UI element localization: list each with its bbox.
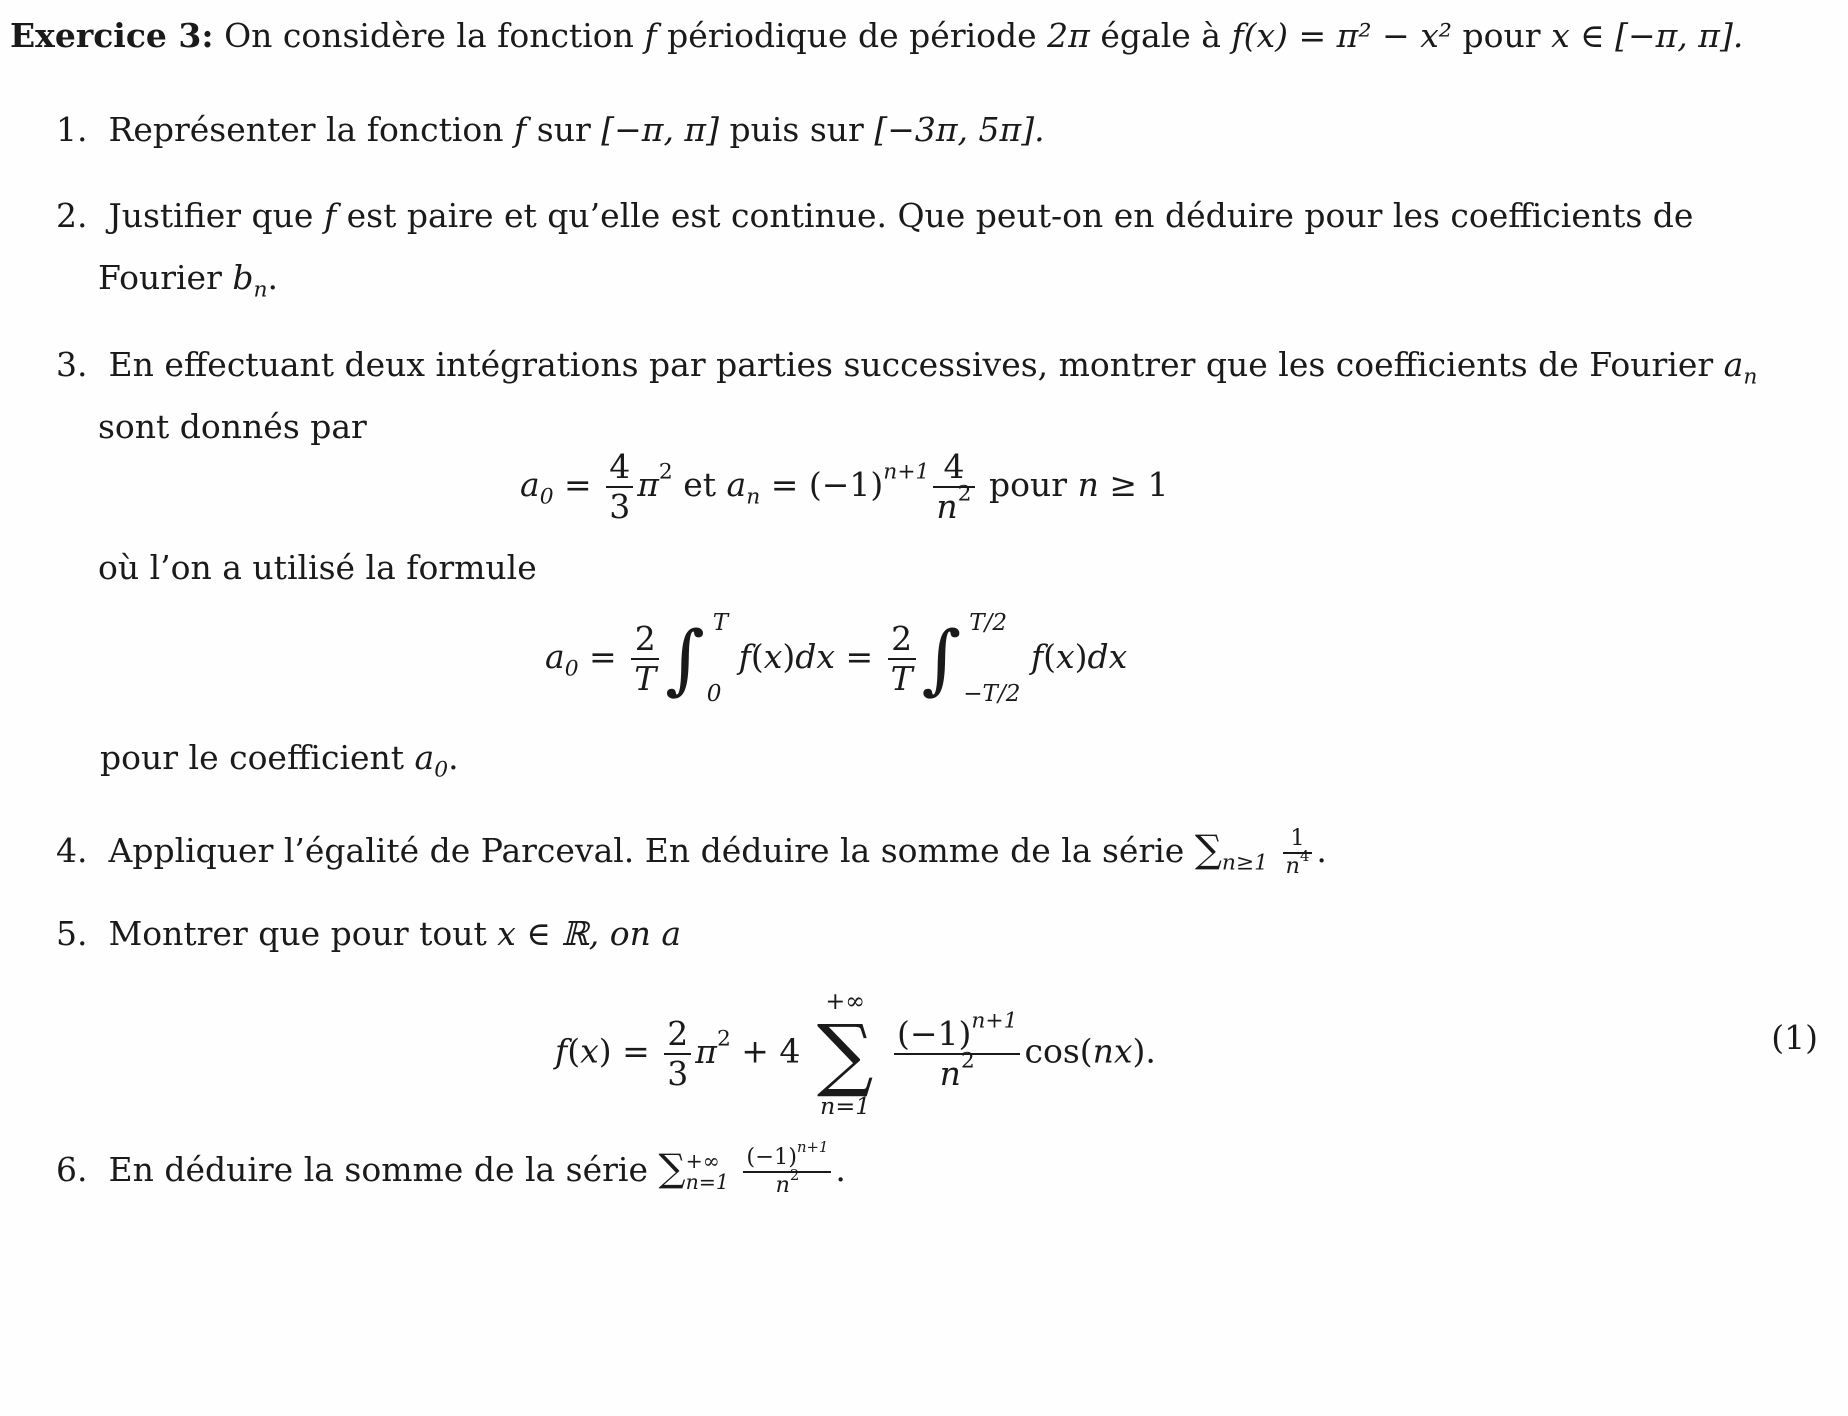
question-3-line4: pour le coefficient $a_0$. xyxy=(100,738,459,783)
formula-fourier-series: f(x) = $\frac{2}{3}$ $\pi^2 + 4$ +∞ ∑ n=1 $\frac{(-1)^{n+1}}{n^2}$ cos(nx). xyxy=(555,987,1156,1121)
question-2: 2. Justifier que f est paire et qu’elle est continue. Que peut-on en déduire pour les coefficients de xyxy=(56,196,1694,235)
formula-coefficients: $a_0$ = $\frac{4}{3}$ $\pi^2$ et $a_n = (-1)^{n+1}$ $\frac{4}{n^2}$ pour n ≥ 1 xyxy=(520,447,1169,526)
question-5: 5. Montrer que pour tout x ∈ ℝ, on a xyxy=(56,914,681,953)
question-3: 3. En effectuant deux intégrations par parties successives, montrer que les coefficients de Fourier $a_n$ xyxy=(56,345,1758,390)
question-4: 4. Appliquer l’égalité de Parceval. En déduire la somme de la série $\sum_{n\ge 1}$ $\frac{1}{n^4}$ . xyxy=(56,825,1327,879)
question-2-line2: Fourier $b_n$. xyxy=(98,258,279,303)
formula-integral: $a_0$ = $\frac{2}{T}$ ∫ T 0 f(x)dx = $\frac{2}{T}$ ∫ T/2 −T/2 f(x)dx xyxy=(545,610,1128,708)
question-6: 6. En déduire la somme de la série ∑ +∞ n=1 $\frac{(-1)^{n+1}}{n^2}$ . xyxy=(56,1139,846,1198)
function-definition: f(x) = π² − x² xyxy=(1231,16,1453,55)
exercise-label: Exercice 3: xyxy=(10,16,214,55)
question-3-line3: où l’on a utilisé la formule xyxy=(98,548,537,587)
question-3-line2: sont donnés par xyxy=(98,407,367,446)
exercise-header: Exercice 3: On considère la fonction f périodique de période 2π égale à f(x) = π² − x² pour x ∈ [−π, π]. xyxy=(10,16,1744,55)
equation-number: (1) xyxy=(1771,1018,1818,1057)
question-1: 1. Représenter la fonction f sur [−π, π] puis sur [−3π, 5π]. xyxy=(56,110,1045,149)
